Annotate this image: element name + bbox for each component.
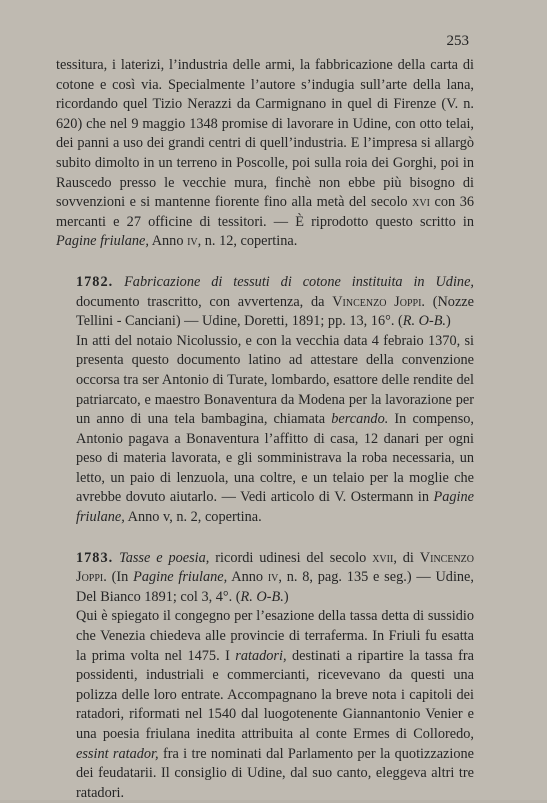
text-run: . (Nozze Tellini - Canciani) — Udine, Doretti, 1891; pp. 13, 16°. ( — [76, 293, 474, 330]
text-run: Anno v, n. 2, copertina. — [124, 509, 262, 526]
text-run: con 36 mercanti e 27 officine di tessitori. — È riprodotto questo scritto in — [56, 194, 474, 230]
italic-text: essint ratador, — [76, 745, 159, 762]
small-caps-text: xvi — [412, 194, 430, 211]
small-caps-text: iv — [187, 233, 198, 250]
text-run: . (In — [103, 569, 134, 586]
entry-number: 1783. — [76, 549, 114, 566]
text-run: destinati a ripartire la tassa fra possidenti, industriali e commercianti, ricevevano da questi una polizza delle loro entrate. Accompagnano la breve nota i capitoli dei ratadori, riformati nel 1540 dal luogotenente Giannantonio Venier e una poesia friulana inedita attribuita al conte Ermes di Colloredo, — [76, 647, 474, 742]
paragraph — [56, 273, 474, 332]
text-run: , n. 8, pag. 135 e seg.) — Udine, Del Bianco 1891; col 3, 4°. ( — [76, 569, 474, 605]
text-run: Anno — [148, 233, 188, 250]
text-run: ) — [446, 313, 451, 330]
text-run: Qui è spiegato il congegno per l’esazione della tassa detta di sussidio che Venezia chiedeva alle provincie di terraferma. In Friuli fu esatta la prima volta nel 1475. I — [76, 608, 474, 664]
small-caps-text: iv — [267, 569, 279, 586]
page-number: 253 — [446, 33, 469, 49]
italic-text: R. O-B. — [402, 313, 447, 330]
text-run: In atti del notaio Nicolussio, e con la vecchia data 4 febraio 1370, si presenta questo documento latino ad attestare della convenzione occorsa tra ser Antonio di Turate, lombardo, esattore delle rendite del patriarcato, e maestro Bonaventura da Modena per la lavorazione per un anno di una tela bambagina, chiamata — [76, 332, 474, 428]
text-run: In compenso, Antonio pagava a Bonaventura l’affitto di casa, 12 danari per ogni peso di materia lavorata, e gli somministrava la roba necessaria, un letto, un paio di lenzuola, una coltre, e un telaio per la moglie che avrebbe dovuto aiutarlo. — Vedi articolo di V. Ostermann in — [76, 411, 474, 506]
italic-text: Pagine friulane, — [76, 489, 474, 526]
text-run: ricordi udinesi del secolo — [209, 549, 373, 566]
entry-number: 1782. — [76, 273, 114, 290]
text-run: fra i tre nominati dal Parlamento per la quotizzazione dei feudatarii. Il consiglio di Udine, dal suo canto, eleggeva altri tre ratadori. — [76, 745, 475, 801]
text-column — [56, 56, 474, 803]
text-run: documento trascritto, con avvertenza, da — [76, 293, 333, 310]
text-run: , di — [393, 549, 420, 566]
italic-text: bercando. — [331, 411, 389, 428]
italic-text: Tasse e poesia, — [119, 549, 210, 566]
paragraph — [56, 549, 474, 608]
text-run: , n. 12, copertina. — [197, 233, 298, 250]
text-run: tessitura, i laterizi, l’industria delle armi, la fabbricazione della carta di cotone e così via. Specialmente l’autore s’indugia sull’arte della lana, ricordando quel Tizio Nerazzi da Carmignano in quel di Firenze (V. n. 620) che nel 9 maggio 1348 promise di lavorare in Udine, con otto telai, dei panni a uso dei grandi centri di quell’industria. E l’impresa si allargò subito dimolto in un terreno in Poscolle, poi sulla roia dei Gorghi, poi in Rauscedo presso le vecchie mura, finchè non ebbe più bisogno di sovvenzioni e si mantenne fiorente fino alla metà del secolo — [56, 57, 474, 211]
small-caps-text: Vincenzo Joppi — [332, 293, 422, 310]
entry-separator — [56, 528, 474, 549]
italic-text: Pagine friulane, — [56, 233, 149, 250]
paragraph — [56, 332, 474, 528]
italic-text: Fabricazione di tessuti di cotone instituita in Udine, — [124, 273, 474, 290]
text-run: ) — [283, 588, 289, 605]
text-run: Anno — [227, 569, 268, 586]
small-caps-text: xvii — [372, 549, 394, 566]
entry-separator — [56, 252, 474, 273]
paragraph — [56, 607, 474, 803]
small-caps-text: Vincenzo Joppi — [76, 549, 475, 586]
italic-text: Pagine friulane, — [133, 569, 228, 586]
paragraph — [56, 56, 474, 252]
italic-text: R. O-B. — [240, 588, 284, 605]
italic-text: ratadori, — [235, 647, 287, 664]
text-run — [113, 274, 124, 290]
